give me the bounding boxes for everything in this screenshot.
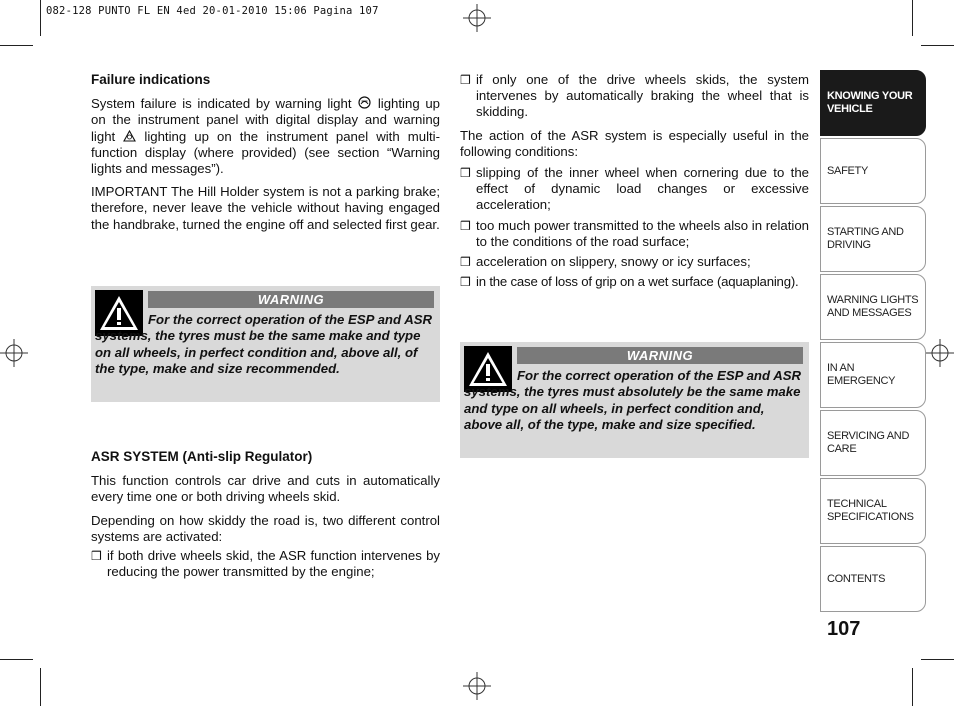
registration-mark-icon — [926, 339, 954, 367]
indent-spacer — [95, 314, 148, 324]
list-item-text: if both drive wheels skid, the ASR function intervenes by reducing the power transmitted by the engine; — [107, 548, 440, 580]
tab-label: WARNING LIGHTS AND MESSAGES — [827, 294, 919, 319]
section-heading: Failure indications — [91, 72, 211, 87]
registration-mark-icon — [0, 339, 28, 367]
paragraph: This function controls car drive and cuts in automatically every time one or both driving wheels skid. — [91, 473, 440, 505]
tab-servicing-and-care[interactable] — [820, 410, 926, 476]
list-item-text: acceleration on slippery, snowy or icy surfaces; — [476, 254, 751, 270]
print-slug: 082-128 PUNTO FL EN 4ed 20-01-2010 15:06 Pagina 107 — [46, 5, 379, 17]
esp-warning-light-icon — [357, 96, 372, 109]
list-item — [460, 254, 809, 270]
registration-mark-icon — [463, 672, 491, 700]
paragraph-text: System failure is indicated by warning light — [91, 96, 352, 112]
list-item — [460, 218, 809, 250]
warning-text-content: For the correct operation of the ESP and ASR systems, the tyres must absolutely be the same make and type on all wheels, in perfect condition and, above all, of the type, make and size specified. — [464, 368, 802, 433]
list-item — [460, 72, 809, 121]
tab-starting-and-driving[interactable] — [820, 206, 926, 272]
warning-text — [464, 368, 803, 434]
left-column-top — [91, 72, 440, 240]
list-item-text: slipping of the inner wheel when cornering due to the effect of dynamic load changes or excessive acceleration; — [476, 165, 809, 213]
crop-mark — [912, 668, 913, 706]
crop-mark — [0, 45, 33, 46]
crop-mark — [40, 0, 41, 36]
crop-mark — [921, 659, 954, 660]
bullet-icon: ❒ — [460, 166, 471, 181]
tab-warning-lights[interactable] — [820, 274, 926, 340]
left-column-bottom — [91, 449, 440, 584]
tab-knowing-your-vehicle[interactable] — [820, 70, 926, 136]
alert-warning-light-icon — [123, 130, 136, 142]
paragraph-text: lighting up on the instrument panel with digital display and warning light — [91, 96, 440, 144]
tab-label: CONTENTS — [827, 572, 886, 585]
list-item-text: too much power transmitted to the wheels also in relation to the conditions of the road surface; — [476, 217, 809, 249]
registration-mark-icon — [463, 4, 491, 32]
crop-mark — [0, 659, 33, 660]
tab-label: TECHNICAL SPECIFICATIONS — [827, 498, 914, 523]
paragraph-text: lighting up on the instrument panel with multi-function display (where provided) (see section “Warning lights and messages”). — [91, 128, 440, 177]
crop-mark — [912, 0, 913, 36]
indent-spacer — [464, 370, 517, 380]
paragraph — [91, 96, 440, 177]
warning-title: WARNING — [517, 347, 803, 364]
list-item — [460, 274, 809, 290]
tab-label: SAFETY — [827, 164, 868, 177]
right-column — [460, 72, 809, 294]
crop-mark — [40, 668, 41, 706]
page-number: 107 — [827, 618, 861, 640]
bullet-icon: ❒ — [460, 218, 471, 233]
bullet-icon: ❒ — [91, 549, 102, 564]
warning-text — [95, 312, 434, 378]
tab-technical-specifications[interactable] — [820, 478, 926, 544]
tab-label: KNOWING YOUR VEHICLE — [827, 90, 913, 115]
section-heading: ASR SYSTEM (Anti-slip Regulator) — [91, 449, 313, 464]
list-item-text: if only one of the drive wheels skids, the system intervenes by automatically braking the wheel that is skidding. — [476, 72, 809, 120]
list-item-text: in the case of loss of grip on a wet surface (aquaplaning). — [476, 274, 799, 290]
paragraph: IMPORTANT The Hill Holder system is not a parking brake; therefore, never leave the vehicle without having engaged the handbrake, turned the engine off and selected first gear. — [91, 184, 440, 232]
crop-mark — [921, 45, 954, 46]
tab-label: SERVICING AND CARE — [827, 430, 910, 455]
warning-title: WARNING — [148, 291, 434, 308]
list-item — [91, 548, 440, 580]
tab-contents[interactable] — [820, 546, 926, 612]
tab-safety[interactable] — [820, 138, 926, 204]
tab-label: STARTING AND DRIVING — [827, 226, 904, 251]
tab-label: IN AN EMERGENCY — [827, 362, 896, 387]
warning-box — [91, 286, 440, 402]
tab-in-an-emergency[interactable] — [820, 342, 926, 408]
list-item — [460, 165, 809, 214]
bullet-icon: ❒ — [460, 255, 471, 270]
paragraph: Depending on how skiddy the road is, two different control systems are activated: — [91, 512, 440, 544]
bullet-icon: ❒ — [460, 73, 471, 87]
paragraph: The action of the ASR system is especially useful in the following conditions: — [460, 127, 809, 159]
warning-text-content: For the correct operation of the ESP and ASR systems, the tyres must be the same make and type on all wheels, in perfect condition and, above all, of the type, make and size recommended. — [95, 312, 433, 377]
bullet-icon: ❒ — [460, 275, 471, 290]
warning-box — [460, 342, 809, 458]
